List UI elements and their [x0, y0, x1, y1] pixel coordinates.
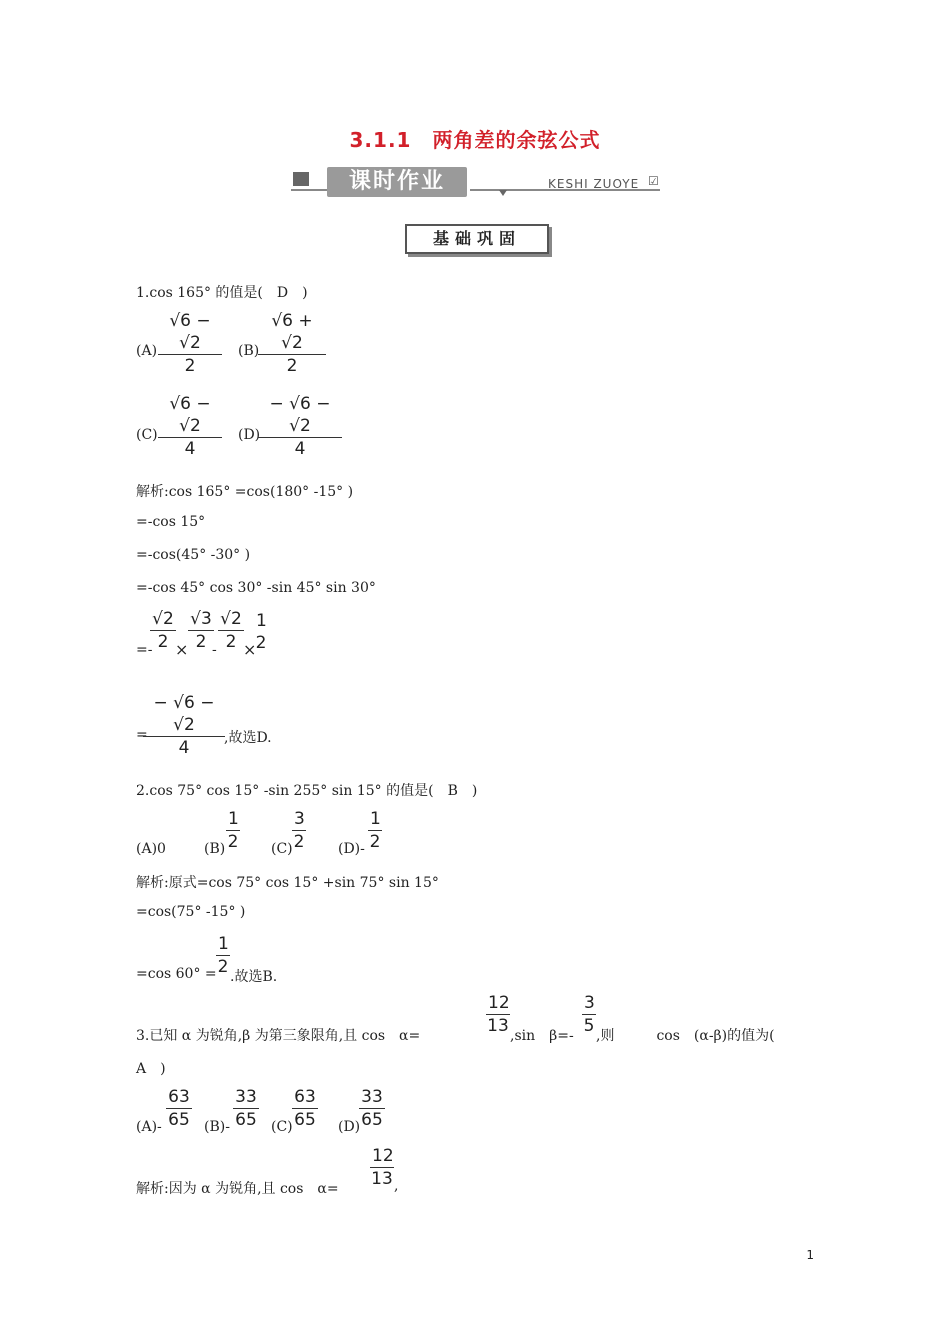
q3-cos-den: 13 [487, 1016, 509, 1036]
q2-sol-3-num: 1 [218, 934, 229, 954]
q3-opt-c-den: 65 [294, 1110, 316, 1130]
q2-opt-a-label: (A)0 [136, 841, 166, 857]
q1-opt-c-num: √6 − √2 [158, 393, 222, 438]
q3-opt-b-label: (B)- [204, 1119, 230, 1135]
q2-sol-3-frac [216, 933, 230, 978]
q2-opt-c-num: 3 [294, 809, 305, 829]
q2-opt-b-num: 1 [228, 809, 239, 829]
q3-opt-b-frac [233, 1086, 259, 1131]
banner-line-left [291, 189, 327, 191]
q3-sin-den: 5 [583, 1016, 595, 1036]
q1-sol-5-times2: × [243, 640, 257, 659]
q3-opt-a-label: (A)- [136, 1119, 162, 1135]
q2-stem: 2.cos 75° cos 15° -sin 255° sin 15° 的值是( B ) [136, 783, 478, 799]
q3-sin-num: 3 [584, 993, 595, 1013]
q3-sol-num: 12 [372, 1146, 394, 1166]
q1-sol-5-f2-den: 2 [195, 632, 207, 652]
q2-opt-b-frac [226, 808, 240, 853]
q1-opt-a-den: 2 [184, 356, 196, 376]
q1-sol-5-f3-den: 2 [225, 632, 237, 652]
q3-opt-d-label: (D) [338, 1119, 361, 1135]
q1-sol-5-times: × [175, 640, 189, 659]
q2-opt-b-den: 2 [227, 832, 239, 852]
q1-sol-5-f1-den: 2 [157, 632, 169, 652]
q1-sol-6-den: 4 [178, 738, 190, 758]
q1-sol-5-f4-num: 1 [256, 611, 267, 631]
q1-sol-5-f4-den: 2 [255, 633, 267, 653]
q3-sin-frac [582, 992, 596, 1037]
q1-opt-d-label: (D) [238, 427, 261, 443]
q1-sol-6-prefix: = [136, 727, 148, 743]
q2-opt-d-frac [368, 808, 382, 853]
page-number: 1 [806, 1248, 814, 1262]
q1-opt-c-frac [158, 393, 222, 460]
q1-sol-1: 解析:cos 165° =cos(180° -15° ) [136, 484, 354, 500]
q3-opt-c-frac [292, 1086, 318, 1131]
page-title: 3.1.1 两角差的余弦公式 [349, 128, 601, 152]
q3-cos-num: 12 [488, 993, 510, 1013]
q2-sol-3-prefix: =cos 60° = [136, 966, 217, 982]
q3-opt-c-label: (C) [271, 1119, 293, 1135]
q1-opt-d-frac [258, 393, 342, 460]
q1-opt-a-frac [158, 310, 222, 377]
q2-opt-c-label: (C) [271, 841, 293, 857]
banner-sub: KESHI ZUOYE [548, 177, 640, 191]
q2-sol-3-suffix: .故选B. [230, 969, 278, 985]
q3-stem-a: 3.已知 α 为锐角,β 为第三象限角,且 cos α= [136, 1028, 421, 1044]
q1-sol-6-suffix: ,故选D. [224, 730, 272, 746]
q3-sol-den: 13 [371, 1169, 393, 1189]
banner-triangle-icon [499, 190, 507, 196]
q1-opt-c-den: 4 [184, 439, 196, 459]
q1-sol-6-num: − √6 − √2 [143, 692, 225, 737]
q1-opt-c-label: (C) [136, 427, 158, 443]
q1-sol-6-frac [143, 692, 225, 759]
q3-stem-d: A ) [136, 1061, 166, 1077]
q3-opt-a-den: 65 [168, 1110, 190, 1130]
q1-opt-b-num: √6 + √2 [258, 310, 326, 355]
check-icon: ☑ [648, 174, 659, 188]
q3-opt-a-num: 63 [166, 1086, 192, 1109]
q3-opt-a-frac [166, 1086, 192, 1131]
q2-opt-d-label: (D)- [338, 841, 365, 857]
q3-stem-c: ,则 cos (α-β)的值为( [596, 1028, 775, 1044]
q1-sol-5-prefix: =- [136, 642, 153, 658]
banner-square-icon [293, 172, 309, 186]
q1-opt-a-num: √6 − √2 [158, 310, 222, 355]
q1-sol-4: =-cos 45° cos 30° -sin 45° sin 30° [136, 580, 376, 596]
q2-opt-c-frac [292, 808, 306, 853]
q1-opt-d-den: 4 [294, 439, 306, 459]
q1-sol-3: =-cos(45° -30° ) [136, 547, 251, 563]
q3-sol-b: , [394, 1178, 399, 1194]
q1-opt-b-frac [258, 310, 326, 377]
q2-opt-c-den: 2 [293, 832, 305, 852]
q1-sol-2: =-cos 15° [136, 514, 206, 530]
q1-sol-5-f1-num: √2 [150, 608, 176, 631]
q1-opt-d-num: − √6 − √2 [258, 393, 342, 438]
q2-opt-d-num: 1 [370, 809, 381, 829]
q2-opt-d-den: 2 [369, 832, 381, 852]
q3-opt-d-frac [359, 1086, 385, 1131]
q1-sol-5-minus: - [212, 642, 217, 658]
q1-sol-5-f3-num: √2 [218, 608, 244, 631]
q1-sol-5-f2 [188, 608, 214, 653]
q3-opt-d-num: 33 [359, 1086, 385, 1109]
q2-opt-b-label: (B) [204, 841, 226, 857]
q2-sol-1: 解析:原式=cos 75° cos 15° +sin 75° sin 15° [136, 875, 439, 891]
q3-opt-b-num: 33 [233, 1086, 259, 1109]
q3-opt-b-den: 65 [235, 1110, 257, 1130]
q3-sol-frac [370, 1145, 394, 1190]
banner-label: 课时作业 [327, 167, 467, 197]
q1-sol-5-f1 [150, 608, 176, 653]
q1-sol-5-f3 [218, 608, 244, 653]
section-heading: 基础巩固 [405, 224, 549, 254]
q3-cos-frac [486, 992, 510, 1037]
q1-opt-b-label: (B) [238, 343, 260, 359]
q1-opt-a-label: (A) [136, 343, 158, 359]
q2-sol-3-den: 2 [217, 957, 229, 977]
q3-opt-c-num: 63 [292, 1086, 318, 1109]
q3-opt-d-den: 65 [361, 1110, 383, 1130]
q1-sol-5-f4 [254, 610, 268, 654]
q1-opt-b-den: 2 [286, 356, 298, 376]
q3-stem-b: ,sin β=- [510, 1028, 574, 1044]
q1-stem: 1.cos 165° 的值是( D ) [136, 285, 308, 301]
q1-sol-5-f2-num: √3 [188, 608, 214, 631]
q2-sol-2: =cos(75° -15° ) [136, 904, 246, 920]
q3-sol-a: 解析:因为 α 为锐角,且 cos α= [136, 1181, 339, 1197]
